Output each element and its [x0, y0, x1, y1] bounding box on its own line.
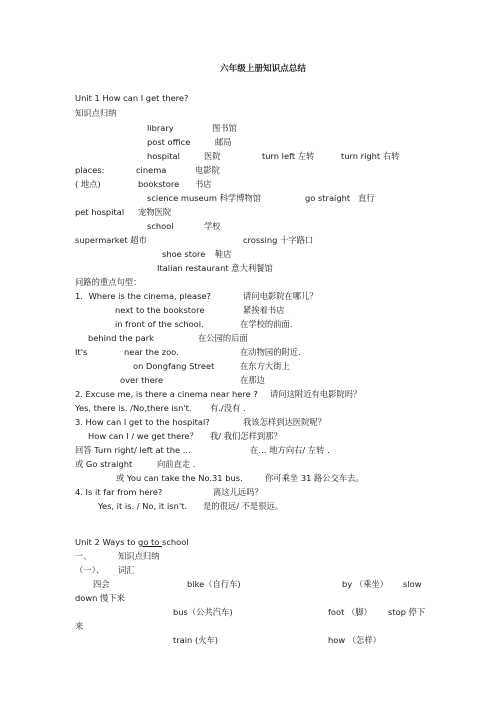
- unit1-subheading: 知识点归纳: [75, 108, 117, 118]
- sentence-translation: 请问电影院在哪儿？: [243, 291, 318, 301]
- page-title: 六年级上册知识点总结: [220, 64, 306, 74]
- sentence-line: in front of the school.: [115, 319, 204, 329]
- sentence-line: 或 Go straight: [75, 459, 133, 469]
- vocab-word: how （怎样）: [328, 635, 381, 645]
- vocab-meaning: 鞋店: [215, 249, 232, 259]
- vocab-word: Italian restaurant 意大利餐馆: [157, 263, 273, 273]
- vocab-word: pet hospital: [75, 207, 125, 217]
- sentence-line: Yes, there is. /No,there isn't.: [75, 403, 192, 413]
- sentence-translation: 在… 地方向右/ 左转 .: [250, 445, 330, 455]
- sentence-translation: 是的很远/ 不是很远。: [203, 501, 284, 511]
- sentence-translation: 紧挨着书店: [243, 305, 285, 315]
- vocab-word: turn right 右转: [341, 151, 400, 161]
- vocab-word: by （乘坐）: [342, 579, 389, 589]
- vocab-word: 来: [75, 621, 84, 631]
- sentence-translation: 请问这附近有电影院吗？: [270, 389, 362, 399]
- unit1-heading: Unit 1 How can I get there?: [75, 93, 189, 103]
- sentence-line: over there: [120, 375, 164, 385]
- sentence-line: 2. Excuse me, is there a cinema near here ?: [75, 389, 258, 399]
- sentence-translation: 你可乘坐 31 路公交车去。: [265, 473, 364, 483]
- unit2-heading: Unit 2 Ways to go to school: [75, 537, 189, 547]
- sentence-line: How can I / we get there？: [88, 431, 198, 441]
- sentence-line: It's: [75, 347, 88, 357]
- vocab-word: bus（公共汽车): [173, 607, 233, 617]
- places-note: ( 地点): [75, 179, 101, 189]
- vocab-word: train (火车): [173, 635, 219, 645]
- sentence-translation: 在那边: [240, 375, 265, 385]
- sentence-line: 4. Is it far from here?: [75, 487, 163, 497]
- vocab-word: school: [147, 221, 174, 231]
- vocab-word: shoe store: [162, 249, 206, 259]
- sentence-line: Yes, it is. / No, it isn't.: [98, 501, 188, 511]
- sentence-line: 3. How can I get to the hospital?: [75, 417, 210, 427]
- key-sentences-heading: 问路的重点句型：: [75, 277, 142, 287]
- sentence-translation: 我/ 我们怎样到那？: [210, 431, 282, 441]
- sentence-line: 回答 Turn right/ left at the ...: [75, 445, 191, 455]
- vocab-word: cinema: [136, 165, 167, 175]
- sentence-translation: 在学校的前面.: [240, 319, 293, 329]
- vocab-meaning: 书店: [195, 179, 212, 189]
- vocab-word: supermarket 超市: [75, 235, 147, 245]
- sentence-line: near the zoo.: [124, 347, 179, 357]
- vocab-word: post office: [147, 137, 191, 147]
- vocab-word: foot （脚）: [328, 607, 372, 617]
- vocab-word: down 慢下来: [75, 593, 125, 603]
- vocab-meaning: 直行: [358, 193, 375, 203]
- sentence-line: on Dongfang Street: [133, 361, 215, 371]
- subsection-number: （一）、: [75, 565, 105, 575]
- vocab-word: go straight: [305, 193, 351, 203]
- sentence-translation: 我该怎样到达医院呢？: [243, 417, 326, 427]
- vocab-word: slow: [403, 579, 422, 589]
- sentence-translation: 向前直走 .: [157, 459, 196, 469]
- vocab-meaning: 宠物医院: [138, 207, 172, 217]
- subsection-title: 词汇: [118, 565, 135, 575]
- vocab-meaning: 邮局: [215, 137, 232, 147]
- sentence-line: 1．Where is the cinema, please?: [75, 291, 211, 301]
- vocab-meaning: 图书馆: [212, 123, 237, 133]
- vocab-word: library: [147, 123, 174, 133]
- sentence-translation: 在动物园的附近.: [240, 347, 301, 357]
- vocab-word: science museum 科学博物馆: [147, 193, 262, 203]
- vocab-word: bike（自行车): [187, 579, 241, 589]
- sentence-translation: 有./没有 .: [210, 403, 246, 413]
- vocab-word: stop 停下: [388, 607, 426, 617]
- sentence-line: next to the bookstore: [115, 305, 205, 315]
- section-number: 一、: [75, 551, 92, 561]
- section-title: 知识点归纳: [118, 551, 160, 561]
- sentence-translation: 离这儿远吗？: [213, 487, 263, 497]
- vocab-meaning: 学校: [204, 221, 221, 231]
- sentence-line: 或 You can take the No.31 bus.: [116, 473, 243, 483]
- sentence-line: behind the park: [88, 333, 154, 343]
- vocab-word: turn left 左转: [262, 151, 315, 161]
- vocab-level: 四会: [93, 579, 110, 589]
- sentence-translation: 在公园的后面: [198, 333, 248, 343]
- vocab-word: crossing 十字路口: [243, 235, 314, 245]
- vocab-word: bookstore: [138, 179, 180, 189]
- vocab-meaning: 医院: [204, 151, 221, 161]
- sentence-translation: 在东方大街上: [240, 361, 290, 371]
- places-label: places:: [75, 165, 105, 175]
- vocab-word: hospital: [147, 151, 180, 161]
- vocab-meaning: 电影院: [195, 165, 220, 175]
